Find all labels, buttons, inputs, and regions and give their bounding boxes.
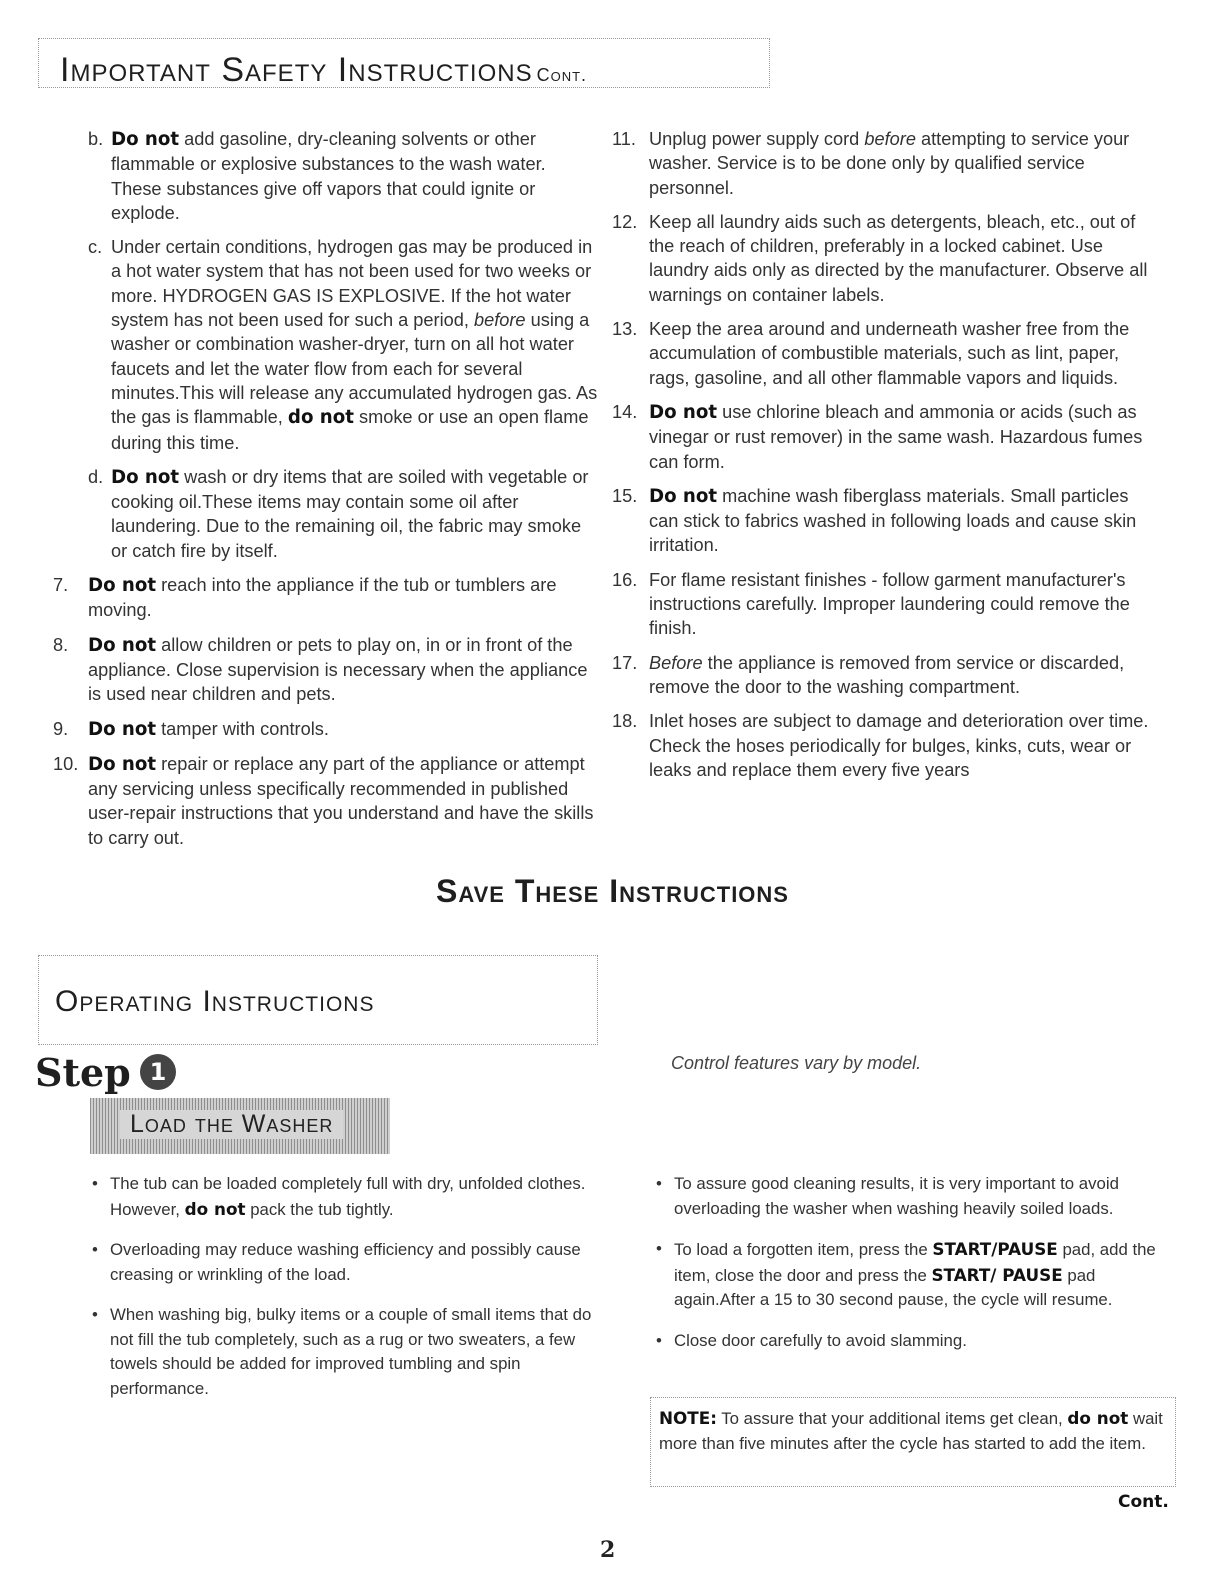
step-number-badge: 1 (140, 1054, 176, 1090)
list-item (88, 235, 598, 455)
list-item (612, 127, 1152, 200)
item-number: 11. (612, 129, 636, 149)
item-text: use chlorine bleach and ammonia or acids (such as vinegar or rust remover) in the same wash. Hazardous fumes can form. (649, 401, 1143, 472)
item-text: reach into the appliance if the tub or tumblers are moving. (88, 575, 557, 621)
emphasis: START/PAUSE (932, 1239, 1058, 1259)
item-italic: Before (649, 652, 703, 673)
item-number: 16. (612, 569, 638, 590)
item-number: 12. (612, 211, 638, 232)
page-title (60, 50, 587, 95)
continued-label: Cont. (1118, 1492, 1169, 1512)
item-italic: before (473, 310, 526, 331)
emphasis: Do not (88, 634, 157, 656)
bullet-text: When washing big, bulky items or a couple of small items that do not fill the tub completely, such as a rug or two sweaters, a few towels should be added for improved tumbling and spin performance. (110, 1305, 592, 1398)
item-number: 9. (53, 718, 69, 739)
item-text: tamper with controls. (161, 718, 329, 739)
list-item (88, 127, 598, 225)
list-item (53, 717, 598, 742)
save-instructions-heading: Save These Instructions (436, 873, 789, 909)
bullet-text: To assure good cleaning results, it is very important to avoid overloading the washer when washing heavily soiled loads. (674, 1174, 1119, 1218)
item-number: 8. (53, 634, 69, 655)
emphasis: Do not (88, 753, 157, 775)
bullets-left (92, 1172, 592, 1401)
emphasis: do not (184, 1198, 246, 1219)
bullet-item (92, 1303, 592, 1401)
item-number: 18. (612, 711, 638, 732)
list-item (53, 573, 598, 623)
item-number: 13. (612, 319, 638, 340)
item-text: attempting to service your washer. Service is to be done only by qualified service personnel. (649, 129, 1130, 198)
bullet-text: To load a forgotten item, press the (674, 1240, 928, 1259)
bullet-text: pad, add the item, close the door and press the (674, 1240, 1156, 1285)
list-item (53, 752, 598, 850)
item-text: allow children or pets to play on, in or in front of the appliance. Close supervision is necessary when the appliance is used near children and pets. (88, 634, 588, 705)
control-note: Control features vary by model. (671, 1053, 922, 1073)
emphasis: START/ PAUSE (931, 1264, 1063, 1285)
bullet-text: Overloading may reduce washing efficiency and possibly cause creasing or wrinkling of the load. (110, 1240, 581, 1284)
emphasis: do not (287, 407, 354, 429)
item-number: c. (88, 237, 103, 258)
page-number: 2 (600, 1537, 616, 1563)
item-number: b. (88, 129, 104, 149)
list-item (612, 400, 1152, 474)
bullet-item (656, 1237, 1176, 1313)
bullet-text: Close door carefully to avoid slamming. (674, 1330, 967, 1350)
bullet-item (656, 1329, 1176, 1354)
list-item (612, 709, 1152, 782)
emphasis: Do not (649, 485, 718, 507)
item-text: machine wash fiberglass materials. Small particles can stick to fabrics washed in following loads and cause skin irritation. (649, 485, 1137, 556)
item-text: Under certain conditions, hydrogen gas may be produced in a hot water system that has not been used for two weeks or more. HYDROGEN GAS IS EXPLOSIVE. If the hot water system has not been used for such a period, (111, 237, 593, 331)
list-item (612, 210, 1152, 307)
note-text: To assure that your additional items get clean, (721, 1409, 1063, 1428)
step-label: Step (35, 1050, 131, 1095)
bullets-right (656, 1172, 1176, 1353)
item-text: Keep the area around and underneath washer free from the accumulation of combustible materials, such as lint, paper, rags, gasoline, and all other flammable vapors and liquids. (649, 319, 1130, 388)
list-item (612, 317, 1152, 390)
emphasis: do not (1067, 1408, 1129, 1428)
list-item (612, 484, 1152, 558)
list-item (612, 651, 1152, 700)
item-text: repair or replace any part of the appliance or attempt any servicing unless specifically recommended in published user-repair instructions that you understand and have the skills to carry out. (88, 753, 594, 848)
item-number: 17. (612, 652, 638, 673)
item-number: 7. (53, 575, 69, 596)
safety-list-left (53, 127, 598, 850)
note-text: wait more than five minutes after the cycle has started to add the item. (659, 1409, 1163, 1453)
item-text: Keep all laundry aids such as detergents, bleach, etc., out of the reach of children, preferably in a locked cabinet. Use laundry aids only as directed by the manufacturer. Observe all warnings on container labels. (649, 211, 1148, 305)
bullet-text: The tub can be loaded completely full with dry, unfolded clothes. However, (110, 1174, 586, 1219)
list-item (53, 633, 598, 707)
item-italic: before (864, 129, 916, 149)
list-item (88, 465, 598, 563)
title-cont: Cont. (536, 65, 588, 85)
item-text: Unplug power supply cord (649, 129, 860, 149)
item-text: For flame resistant finishes - follow garment manufacturer's instructions carefully. Improper laundering could remove the finish. (649, 569, 1130, 639)
note-label: NOTE: (659, 1408, 717, 1428)
item-text: using a washer or combination washer-dryer, turn on all hot water faucets and let the water flow from each for several minutes.This will release any accumulated hydrogen gas. As the gas is flammable, (111, 310, 598, 428)
bullet-item (656, 1172, 1176, 1221)
emphasis: Do not (111, 466, 180, 488)
bullet-text: pad again.After a 15 to 30 second pause, the cycle will resume. (674, 1265, 1113, 1309)
bullet-item (92, 1238, 592, 1287)
title-text: Important Safety Instructions (60, 51, 533, 89)
emphasis: Do not (88, 718, 157, 740)
list-item (612, 568, 1152, 641)
emphasis: Do not (111, 129, 180, 150)
item-number: 10. (53, 753, 79, 774)
item-text: smoke or use an open flame during this time. (111, 407, 589, 453)
section-label: Load the Washer (120, 1110, 343, 1139)
emphasis: Do not (88, 575, 157, 597)
safety-list-right (612, 127, 1152, 782)
emphasis: Do not (649, 401, 718, 423)
item-number: 15. (612, 485, 638, 506)
item-text: add gasoline, dry-cleaning solvents or other flammable or explosive substances to the wash water. These substances give off vapors that could ignite or explode. (111, 129, 546, 223)
item-text: wash or dry items that are soiled with vegetable or cooking oil.These items may contain some oil after laundering. Due to the remaining oil, the fabric may smoke or catch fire by itself. (111, 466, 589, 561)
item-number: d. (88, 466, 104, 487)
bullet-item (92, 1172, 592, 1222)
item-text: Inlet hoses are subject to damage and deterioration over time. Check the hoses periodically for bulges, kinks, cuts, wear or leaks and replace them every five years (649, 711, 1149, 780)
bullet-text: pack the tub tightly. (250, 1199, 394, 1219)
item-number: 14. (612, 401, 638, 422)
note-box (650, 1397, 1176, 1487)
operating-title: Operating Instructions (55, 985, 375, 1018)
item-text: the appliance is removed from service or discarded, remove the door to the washing compartment. (649, 652, 1125, 697)
